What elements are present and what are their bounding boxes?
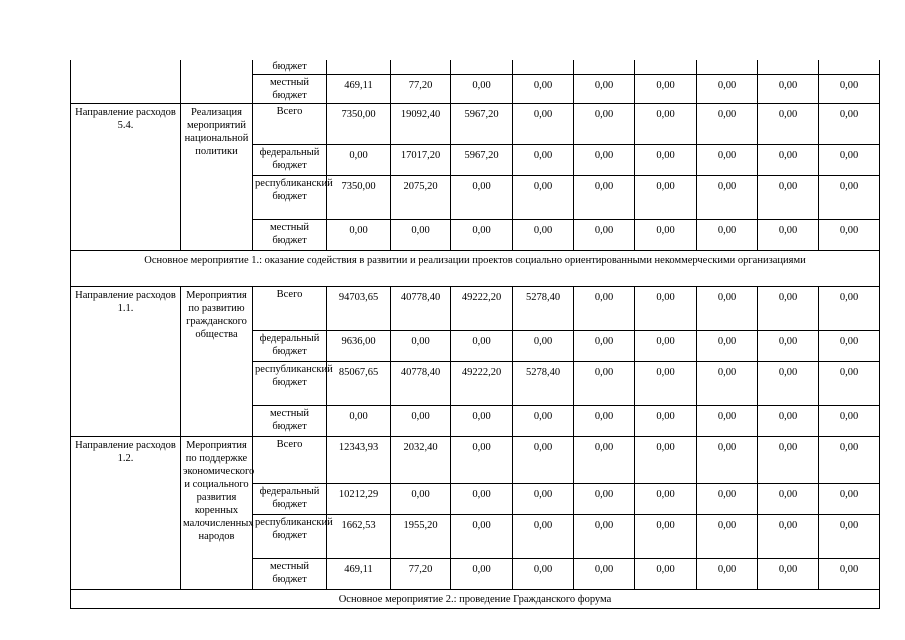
value-cell: 0,00: [697, 104, 758, 145]
value-cell: 0,00: [635, 145, 697, 176]
table-row: [71, 437, 880, 484]
value-cell: [451, 60, 513, 75]
value-cell: 0,00: [635, 220, 697, 251]
budget-cell: местный бюджет: [253, 559, 327, 590]
value-cell: 0,00: [391, 406, 451, 437]
value-cell: 40778,40: [391, 362, 451, 406]
value-cell: 0,00: [697, 220, 758, 251]
value-cell: [697, 60, 758, 75]
value-cell: 0,00: [635, 176, 697, 220]
value-cell: 0,00: [758, 75, 819, 104]
value-cell: 0,00: [327, 145, 391, 176]
value-cell: 12343,93: [327, 437, 391, 484]
value-cell: 0,00: [819, 331, 880, 362]
value-cell: [819, 60, 880, 75]
value-cell: 0,00: [451, 176, 513, 220]
value-cell: [758, 60, 819, 75]
value-cell: 40778,40: [391, 287, 451, 331]
value-cell: 0,00: [513, 331, 574, 362]
value-cell: 17017,20: [391, 145, 451, 176]
value-cell: [391, 60, 451, 75]
budget-cell: местный бюджет: [253, 220, 327, 251]
value-cell: 0,00: [513, 220, 574, 251]
budget-cell: федеральный бюджет: [253, 145, 327, 176]
value-cell: 94703,65: [327, 287, 391, 331]
value-cell: 0,00: [635, 75, 697, 104]
value-cell: 0,00: [819, 515, 880, 559]
value-cell: 0,00: [451, 75, 513, 104]
value-cell: 5967,20: [451, 104, 513, 145]
value-cell: 0,00: [451, 484, 513, 515]
value-cell: 0,00: [574, 287, 635, 331]
value-cell: 0,00: [697, 331, 758, 362]
table-row: [71, 60, 880, 75]
value-cell: 0,00: [513, 104, 574, 145]
value-cell: 0,00: [513, 437, 574, 484]
value-cell: 0,00: [391, 331, 451, 362]
value-cell: 19092,40: [391, 104, 451, 145]
value-cell: 0,00: [635, 437, 697, 484]
value-cell: 7350,00: [327, 104, 391, 145]
budget-cell: федеральный бюджет: [253, 484, 327, 515]
value-cell: 0,00: [635, 484, 697, 515]
direction-cell: Направление расходов 1.1.: [71, 287, 181, 437]
value-cell: 0,00: [697, 515, 758, 559]
value-cell: 5967,20: [451, 145, 513, 176]
value-cell: 0,00: [758, 559, 819, 590]
value-cell: 0,00: [635, 287, 697, 331]
value-cell: 0,00: [574, 362, 635, 406]
value-cell: 0,00: [758, 515, 819, 559]
section-header-row: [71, 590, 880, 609]
value-cell: 0,00: [574, 515, 635, 559]
value-cell: 0,00: [758, 145, 819, 176]
value-cell: 85067,65: [327, 362, 391, 406]
value-cell: 0,00: [697, 437, 758, 484]
value-cell: 0,00: [819, 220, 880, 251]
value-cell: 0,00: [697, 406, 758, 437]
section-header: Основное мероприятие 1.: оказание содействия в развитии и реализации проектов социально ориентированными некоммерческими организациями: [71, 251, 880, 287]
value-cell: 0,00: [513, 176, 574, 220]
value-cell: 0,00: [574, 104, 635, 145]
value-cell: 1662,53: [327, 515, 391, 559]
direction-cell: [71, 60, 181, 104]
value-cell: 0,00: [635, 515, 697, 559]
value-cell: 5278,40: [513, 287, 574, 331]
budget-cell: Всего: [253, 104, 327, 145]
value-cell: [635, 60, 697, 75]
value-cell: 0,00: [574, 559, 635, 590]
value-cell: 2075,20: [391, 176, 451, 220]
table-row: [71, 287, 880, 331]
value-cell: 0,00: [574, 437, 635, 484]
value-cell: 0,00: [697, 362, 758, 406]
budget-cell: Всего: [253, 287, 327, 331]
value-cell: 77,20: [391, 559, 451, 590]
value-cell: 0,00: [819, 406, 880, 437]
value-cell: 0,00: [513, 559, 574, 590]
value-cell: 0,00: [697, 75, 758, 104]
value-cell: 0,00: [697, 145, 758, 176]
value-cell: 0,00: [574, 145, 635, 176]
value-cell: 0,00: [819, 484, 880, 515]
value-cell: 0,00: [451, 331, 513, 362]
value-cell: 0,00: [758, 176, 819, 220]
value-cell: 0,00: [758, 331, 819, 362]
value-cell: 49222,20: [451, 362, 513, 406]
value-cell: 0,00: [513, 484, 574, 515]
value-cell: 0,00: [451, 220, 513, 251]
budget-table: [70, 60, 880, 609]
value-cell: 0,00: [697, 287, 758, 331]
value-cell: 0,00: [758, 406, 819, 437]
budget-cell: местный бюджет: [253, 406, 327, 437]
value-cell: 0,00: [697, 176, 758, 220]
value-cell: 77,20: [391, 75, 451, 104]
value-cell: 0,00: [635, 559, 697, 590]
value-cell: 0,00: [819, 176, 880, 220]
value-cell: 0,00: [819, 104, 880, 145]
budget-cell: республиканский бюджет: [253, 176, 327, 220]
value-cell: 0,00: [635, 104, 697, 145]
measure-cell: [181, 60, 253, 104]
budget-cell: бюджет: [253, 60, 327, 75]
budget-cell: республиканский бюджет: [253, 362, 327, 406]
value-cell: 0,00: [574, 176, 635, 220]
budget-cell: федеральный бюджет: [253, 331, 327, 362]
value-cell: 469,11: [327, 559, 391, 590]
value-cell: 0,00: [819, 362, 880, 406]
value-cell: 10212,29: [327, 484, 391, 515]
value-cell: 0,00: [513, 515, 574, 559]
value-cell: 0,00: [697, 559, 758, 590]
value-cell: 0,00: [574, 406, 635, 437]
value-cell: 0,00: [574, 75, 635, 104]
value-cell: 0,00: [758, 287, 819, 331]
value-cell: 0,00: [391, 484, 451, 515]
value-cell: 49222,20: [451, 287, 513, 331]
value-cell: 0,00: [574, 484, 635, 515]
value-cell: 7350,00: [327, 176, 391, 220]
value-cell: 9636,00: [327, 331, 391, 362]
value-cell: 0,00: [758, 484, 819, 515]
value-cell: 0,00: [451, 559, 513, 590]
value-cell: 0,00: [819, 287, 880, 331]
value-cell: 1955,20: [391, 515, 451, 559]
value-cell: 0,00: [635, 362, 697, 406]
value-cell: 469,11: [327, 75, 391, 104]
value-cell: 0,00: [513, 145, 574, 176]
value-cell: 0,00: [635, 406, 697, 437]
value-cell: 0,00: [819, 437, 880, 484]
value-cell: 0,00: [819, 145, 880, 176]
direction-cell: Направление расходов 5.4.: [71, 104, 181, 251]
value-cell: 0,00: [819, 559, 880, 590]
section-header: Основное мероприятие 2.: проведение Гражданского форума: [71, 590, 880, 609]
measure-cell: Мероприятия по поддержке экономического и социального развития коренных малочисленных народов: [181, 437, 253, 590]
value-cell: 0,00: [327, 220, 391, 251]
budget-cell: местный бюджет: [253, 75, 327, 104]
value-cell: [574, 60, 635, 75]
value-cell: 0,00: [758, 104, 819, 145]
value-cell: 0,00: [635, 331, 697, 362]
value-cell: 0,00: [391, 220, 451, 251]
measure-cell: Мероприятия по развитию гражданского общества: [181, 287, 253, 437]
value-cell: 0,00: [574, 220, 635, 251]
value-cell: 0,00: [758, 362, 819, 406]
section-header-row: [71, 251, 880, 287]
direction-cell: Направление расходов 1.2.: [71, 437, 181, 590]
value-cell: 0,00: [697, 484, 758, 515]
measure-cell: Реализация мероприятий национальной политики: [181, 104, 253, 251]
value-cell: 0,00: [758, 437, 819, 484]
value-cell: 2032,40: [391, 437, 451, 484]
budget-cell: республиканский бюджет: [253, 515, 327, 559]
value-cell: [327, 60, 391, 75]
table-row: [71, 104, 880, 145]
value-cell: 0,00: [758, 220, 819, 251]
table-body: [71, 60, 880, 609]
value-cell: 0,00: [451, 515, 513, 559]
value-cell: 0,00: [513, 75, 574, 104]
value-cell: 0,00: [574, 331, 635, 362]
budget-cell: Всего: [253, 437, 327, 484]
value-cell: 5278,40: [513, 362, 574, 406]
value-cell: 0,00: [327, 406, 391, 437]
value-cell: 0,00: [513, 406, 574, 437]
value-cell: 0,00: [451, 437, 513, 484]
value-cell: [513, 60, 574, 75]
value-cell: 0,00: [451, 406, 513, 437]
value-cell: 0,00: [819, 75, 880, 104]
